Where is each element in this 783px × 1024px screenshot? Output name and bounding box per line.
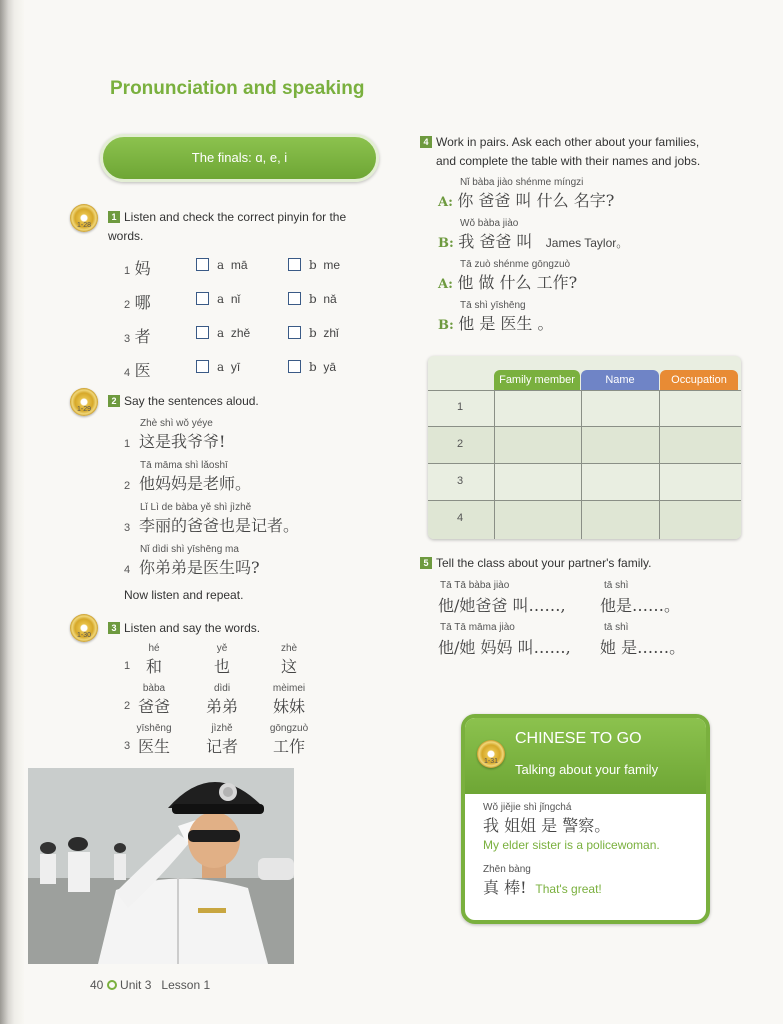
family-table	[428, 356, 741, 539]
chinese-to-go-box	[461, 714, 710, 924]
checkbox-b[interactable]	[288, 292, 301, 305]
track-label: 1-30	[76, 632, 91, 639]
table-row: 3	[428, 464, 741, 501]
ex2-footer: Now listen and repeat.	[124, 588, 244, 602]
sentence-item: Nǐ dìdi shì yīshēng ma 4 你弟弟是医生吗?	[124, 544, 260, 577]
checkbox-b[interactable]	[288, 258, 301, 271]
ex1-instruction	[108, 208, 378, 246]
dialogue-line: Wǒ bàba jiào B: 我 爸爸 叫 James Taylor。	[438, 218, 629, 251]
ex5-instruction: 5 Tell the class about your partner's family.	[420, 554, 652, 573]
ex1-list	[124, 256, 354, 392]
section-title: Pronunciation and speaking	[110, 78, 365, 99]
ex3-instruction: 3 Listen and say the words.	[108, 619, 260, 638]
ex2-instruction: 2 Say the sentences aloud.	[108, 392, 259, 411]
audio-disc-2[interactable]	[70, 388, 98, 416]
ex2-sentences	[124, 418, 384, 586]
page-footer: 40 Unit 3 Lesson 1	[90, 978, 211, 992]
checkbox-a[interactable]	[196, 360, 209, 373]
policewoman-photo	[28, 768, 294, 964]
audio-disc-1[interactable]	[70, 204, 98, 232]
finals-banner: The finals: ɑ, e, i	[100, 134, 379, 182]
word-row: 1 hé 和 yě 也 zhè 这	[124, 643, 298, 676]
checkbox-b[interactable]	[288, 326, 301, 339]
sentence-item: Tā Tā māma jiào 他/她 妈妈 叫……, tā shì 她 是……。	[438, 622, 686, 657]
header-family-member: Family member	[494, 370, 580, 390]
table-row: 2	[428, 427, 741, 464]
track-label: 1-29	[76, 406, 91, 413]
checkbox-a[interactable]	[196, 292, 209, 305]
police-salute-illustration	[28, 768, 294, 964]
header-occupation: Occupation	[660, 370, 738, 390]
dialogue-line: Nǐ bàba jiào shénme míngzi A: 你 爸爸 叫 什么 名字?	[438, 177, 615, 210]
table-row: 1	[428, 390, 741, 427]
row-divider	[428, 390, 741, 391]
header-name: Name	[581, 370, 659, 390]
instruction-text: Listen and check the correct pinyin for the words.	[108, 210, 347, 243]
audio-disc-3[interactable]	[70, 614, 98, 642]
phrase-1: Wǒ jiějie shì jǐngchá 我 姐姐 是 警察。 My elder sister is a policewoman.	[483, 802, 660, 852]
dialogue-line: Tā shì yīshēng B: 他 是 医生 。	[438, 300, 554, 333]
sentence-item: Tā māma shì lǎoshī 2 他妈妈是老师。	[124, 460, 252, 493]
column-divider	[581, 390, 582, 539]
sentence-item: Tā Tā bàba jiào 他/她爸爸 叫……, tā shì 他是……。	[438, 580, 681, 615]
column-divider	[659, 390, 660, 539]
ex3-words	[124, 643, 334, 763]
table-body	[428, 390, 741, 539]
exercise-number: 1	[108, 211, 120, 223]
list-item: 2 哪 a nǐ b nǎ	[124, 292, 337, 312]
dialogue-line: Tā zuò shénme gōngzuò A: 他 做 什么 工作?	[438, 259, 578, 292]
box-subtitle: Talking about your family	[515, 762, 659, 777]
ex4-instruction: 4 Work in pairs. Ask each other about your families, and complete the table with their names and jobs.	[420, 133, 750, 171]
table-row: 4	[428, 501, 741, 539]
sentence-item: Zhè shì wǒ yéye 1 这是我爷爷!	[124, 418, 226, 451]
ex5-lines	[438, 580, 738, 664]
list-item: 4 医 a yī b yā	[124, 360, 337, 380]
track-label: 1-28	[76, 222, 91, 229]
checkbox-a[interactable]	[196, 258, 209, 271]
page-number: 40	[90, 978, 104, 992]
column-divider	[494, 390, 495, 539]
word-row: 3 yīshēng 医生 jìzhě 记者 gōngzuò 工作	[124, 723, 309, 756]
list-item: 1 妈 a mā b me	[124, 258, 341, 278]
audio-disc-4[interactable]: 1-31	[477, 740, 505, 768]
checkbox-a[interactable]	[196, 326, 209, 339]
sentence-item: Lǐ Lì de bàba yě shì jìzhě 3 李丽的爸爸也是记者。	[124, 502, 300, 535]
list-item: 3 者 a zhě b zhǐ	[124, 326, 339, 346]
ex4-dialogue	[438, 177, 738, 341]
checkbox-b[interactable]	[288, 360, 301, 373]
footer-dot-icon	[107, 980, 117, 990]
phrase-2: Zhēn bàng 真 棒! That's great!	[483, 864, 602, 897]
page-binding	[0, 0, 24, 1024]
word-row: 2 bàba 爸爸 dìdi 弟弟 mèimei 妹妹	[124, 683, 306, 716]
box-title: CHINESE TO GO	[515, 730, 642, 747]
